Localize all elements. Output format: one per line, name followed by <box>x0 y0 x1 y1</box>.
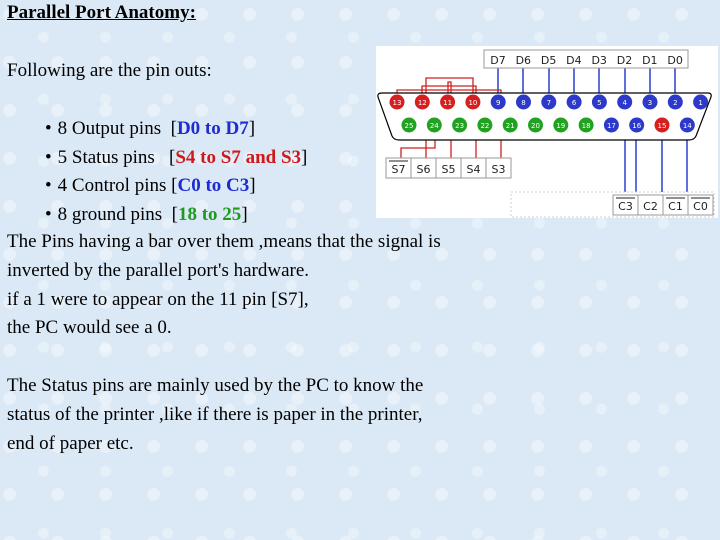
pin-number: 12 <box>417 99 427 107</box>
paragraph-line: The Status pins are mainly used by the PC to know the <box>7 375 424 396</box>
data-label: D6 <box>515 54 532 67</box>
pin <box>655 118 670 133</box>
control-label <box>688 195 713 215</box>
data-label: D0 <box>667 54 683 67</box>
pin <box>427 118 442 133</box>
pin-number: 7 <box>546 99 552 107</box>
data-label: D4 <box>566 54 582 67</box>
pin <box>402 118 417 133</box>
pin-number: 8 <box>521 99 526 107</box>
pin <box>452 118 467 133</box>
pin-number: 4 <box>622 99 627 107</box>
pin <box>390 95 405 110</box>
pin <box>604 118 619 133</box>
bullet-range: 18 to 25 <box>177 203 242 225</box>
pin-number: 9 <box>495 99 501 107</box>
pin <box>567 95 582 110</box>
pin-number: 5 <box>597 99 602 107</box>
paragraph-line: the PC would see a 0. <box>7 317 172 339</box>
bullet-dot: • <box>45 146 52 168</box>
control-label-text: C3 <box>618 200 633 213</box>
pin <box>477 118 492 133</box>
bullet-text: 5 Status pins <box>57 146 155 168</box>
data-label-row <box>484 50 688 68</box>
control-label <box>638 195 663 215</box>
pin-number: 10 <box>468 99 478 107</box>
pin-number: 25 <box>404 122 414 130</box>
db25-pinout-diagram <box>376 46 718 218</box>
pin <box>553 118 568 133</box>
bullet-range: D0 to D7 <box>176 118 249 139</box>
status-label-text: S5 <box>441 163 456 176</box>
status-label-text: S6 <box>416 163 431 176</box>
pin-number: 22 <box>480 122 490 130</box>
paragraph-line: end of paper etc. <box>7 432 134 454</box>
pin-number: 1 <box>698 99 703 107</box>
bullet-range: S4 to S7 and S3 <box>175 146 302 168</box>
pin <box>440 95 455 110</box>
control-label <box>663 195 688 215</box>
pin <box>680 118 695 133</box>
bullet-text: 4 Control pins <box>57 175 167 196</box>
pin <box>643 95 658 110</box>
bullet-text: 8 Output pins <box>57 118 162 139</box>
control-label-text: C1 <box>668 200 683 213</box>
bullet-status-pins: • 5 Status pins [S4 to S7 and S3] <box>45 146 308 168</box>
control-label-text: C0 <box>693 200 708 213</box>
pin-number: 16 <box>632 122 642 130</box>
data-label: D1 <box>642 54 658 67</box>
paragraph-line: status of the printer ,like if there is paper in the printer, <box>7 403 423 425</box>
db25-pinout-svg <box>376 46 718 218</box>
pin <box>516 95 531 110</box>
pin-number: 20 <box>531 122 540 130</box>
bullet-output-pins: • 8 Output pins [D0 to D7] <box>45 118 256 139</box>
status-label <box>486 158 511 178</box>
status-label <box>411 158 436 178</box>
pin-number: 2 <box>673 99 678 107</box>
status-label <box>461 158 486 178</box>
bullet-dot: • <box>45 118 52 139</box>
bullet-dot: • <box>45 175 52 196</box>
pin <box>541 95 556 110</box>
pin-number: 11 <box>443 99 453 107</box>
control-label-row <box>613 195 713 215</box>
pin <box>693 95 708 110</box>
pin-number: 18 <box>581 122 591 130</box>
pin <box>503 118 518 133</box>
pin <box>592 95 607 110</box>
pin-number: 15 <box>657 122 667 130</box>
pin-number: 14 <box>682 122 692 130</box>
pin-number: 6 <box>571 99 577 107</box>
bullet-control-pins: • 4 Control pins [C0 to C3] <box>45 175 256 196</box>
bullet-dot: • <box>45 203 52 225</box>
status-label <box>386 158 411 178</box>
bullet-range: C0 to C3 <box>177 175 250 196</box>
pin <box>491 95 506 110</box>
slide-title: Parallel Port Anatomy: <box>7 2 196 23</box>
pin-number: 24 <box>429 122 439 130</box>
data-label: D2 <box>616 54 633 67</box>
status-label-row <box>386 158 511 178</box>
pin-number: 3 <box>647 99 653 107</box>
pin-number: 13 <box>392 99 402 107</box>
data-label: D7 <box>490 54 506 67</box>
bullet-text: 8 ground pins <box>57 203 163 225</box>
pin-summary-list <box>45 115 307 229</box>
paragraph-line: The Pins having a bar over them ,means that the signal is <box>7 231 441 252</box>
pin <box>415 95 430 110</box>
status-label-text: S3 <box>491 163 506 176</box>
pin-number: 21 <box>505 122 515 130</box>
intro-text: Following are the pin outs: <box>7 60 212 81</box>
pin <box>668 95 683 110</box>
status-label-text: S4 <box>466 163 481 176</box>
pin <box>579 118 594 133</box>
control-label-text: C2 <box>643 200 658 213</box>
control-label <box>613 195 638 215</box>
pin-number: 23 <box>455 122 465 130</box>
inversion-paragraph <box>7 228 441 343</box>
bullet-ground-pins: • 8 ground pins [18 to 25] <box>45 203 248 225</box>
pin <box>629 118 644 133</box>
status-paragraph <box>7 372 423 458</box>
paragraph-line: inverted by the parallel port's hardware. <box>7 259 310 281</box>
data-label: D5 <box>540 54 557 67</box>
status-label-text: S7 <box>391 163 406 176</box>
pin-number: 19 <box>556 122 566 130</box>
status-label <box>436 158 461 178</box>
pin <box>528 118 543 133</box>
pin <box>617 95 632 110</box>
paragraph-line: if a 1 were to appear on the 11 pin [S7], <box>7 288 309 310</box>
data-label: D3 <box>591 54 607 67</box>
pin <box>465 95 480 110</box>
pin-number: 17 <box>606 122 616 130</box>
